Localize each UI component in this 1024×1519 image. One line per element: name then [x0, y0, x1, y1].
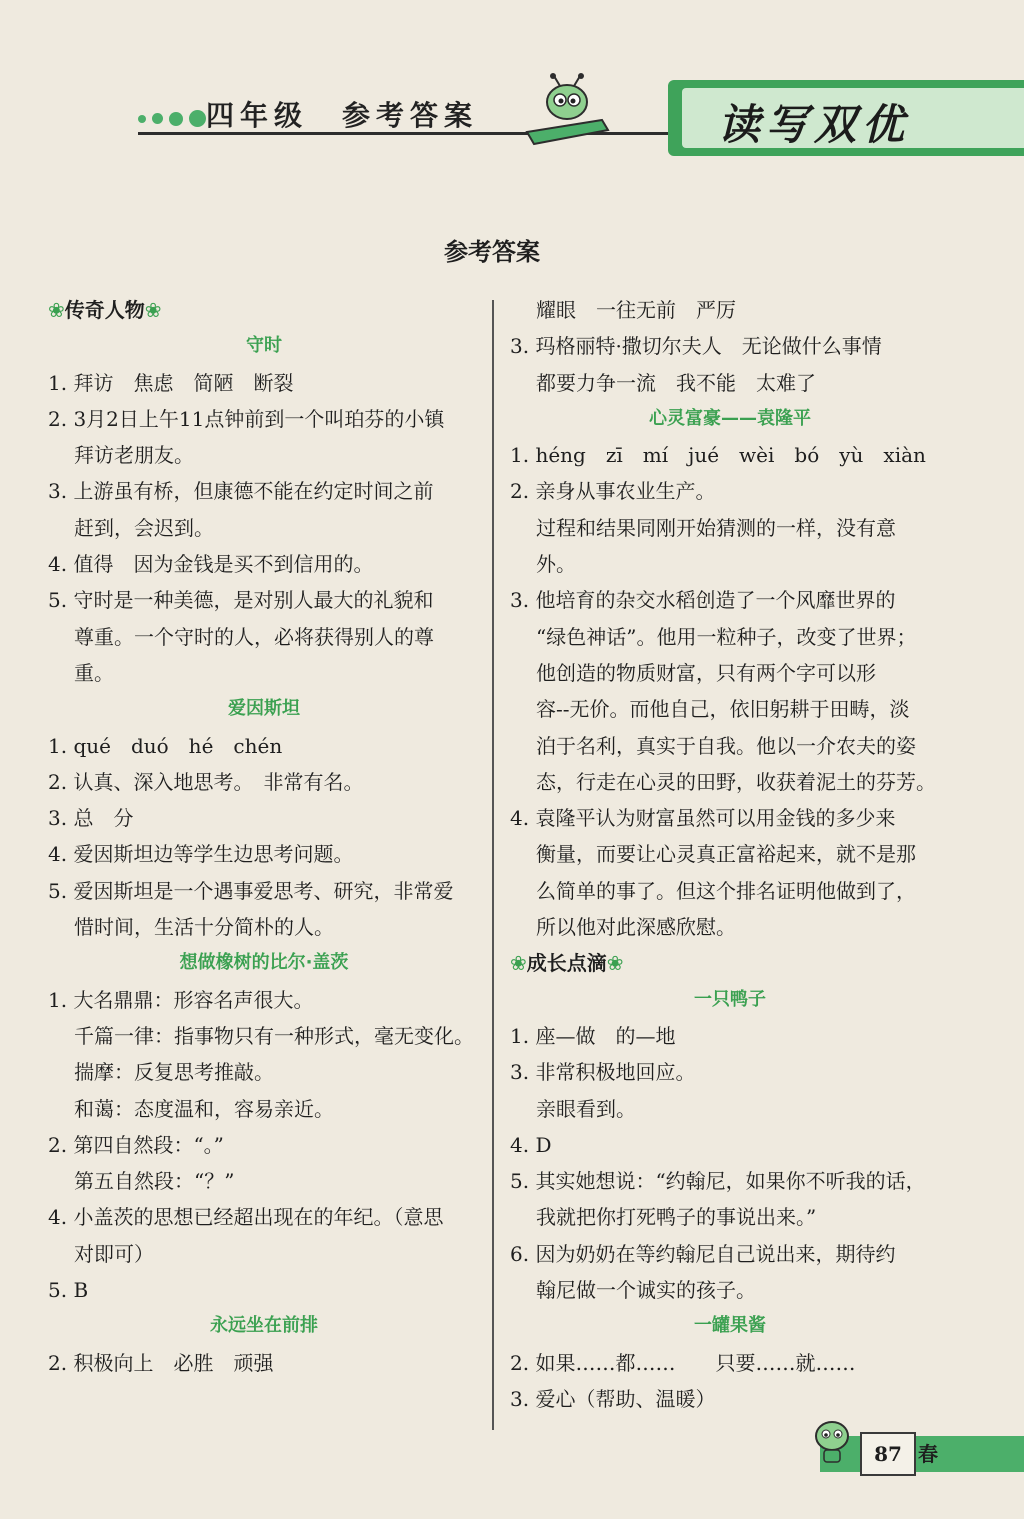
header-dots: [138, 108, 212, 128]
answer-line: 5. 其实她想说：“约翰尼，如果你不听我的话，: [510, 1169, 926, 1194]
section-heading: [48, 292, 480, 328]
answer-line: 赶到，会迟到。: [74, 515, 214, 540]
answer-line: “绿色神话”。他用一粒种子，改变了世界；: [536, 624, 917, 649]
answer-line: 泊于名利，真实于自我。他以一介农夫的姿: [536, 733, 916, 758]
answer-line: 所以他对此深感欣慰。: [536, 915, 736, 940]
answer-line: 3. 他培育的杂交水稻创造了一个风靡世界的: [510, 588, 896, 613]
answer-line: 1. qué duó hé chén: [48, 733, 283, 758]
answer-line: 么简单的事了。但这个排名证明他做到了，: [536, 878, 916, 903]
answer-line: 1. 座—做 的—地: [510, 1023, 676, 1048]
mascot-icon: [522, 72, 612, 152]
answer-line: 6. 因为奶奶在等约翰尼自己说出来，期待约: [510, 1241, 896, 1266]
answer-line: 耀眼 一往无前 严厉: [536, 298, 736, 322]
article-title: 心灵富豪——袁隆平: [649, 407, 811, 429]
answer-line: 4. 值得 因为金钱是买不到信用的。: [48, 552, 374, 577]
flower-icon: ❀: [48, 298, 65, 322]
answer-line: 5. B: [48, 1278, 89, 1303]
answer-line: 3. 总 分: [48, 806, 134, 831]
answer-line: 亲眼看到。: [536, 1096, 636, 1121]
answer-line: 拜访老朋友。: [74, 443, 194, 468]
section-heading-text: 传奇人物: [64, 298, 145, 322]
page-title: 参考答案: [444, 238, 540, 266]
answer-line: 我就把你打死鸭子的事说出来。”: [536, 1205, 817, 1230]
answer-line: 1. héng zī mí jué wèi bó yù xiàn: [510, 443, 926, 468]
answer-line: 尊重。一个守时的人，必将获得别人的尊: [74, 624, 434, 649]
answer-line: 5. 守时是一种美德，是对别人最大的礼貌和: [48, 588, 434, 613]
brand-title: 读写双优: [718, 100, 911, 149]
answer-line: 翰尼做一个诚实的孩子。: [536, 1278, 756, 1303]
answer-line: 和蔼：态度温和，容易亲近。: [74, 1096, 334, 1121]
answer-line: 4. 袁隆平认为财富虽然可以用金钱的多少来: [510, 806, 896, 831]
article-title: 一只鸭子: [694, 988, 766, 1010]
answer-line: 千篇一律：指事物只有一种形式，毫无变化。: [74, 1023, 474, 1048]
flower-icon: ❀: [510, 951, 527, 976]
column-divider: [492, 300, 494, 1430]
answer-line: 4. 爱因斯坦边等学生边思考问题。: [48, 842, 354, 867]
answer-line: 第五自然段：“？”: [74, 1169, 235, 1194]
answer-line: 衡量，而要让心灵真正富裕起来，就不是那: [536, 842, 916, 867]
section-heading-text: 成长点滴: [526, 951, 607, 976]
page-number: 87: [860, 1432, 916, 1476]
answer-line: 2. 认真、深入地思考。 非常有名。: [48, 769, 364, 794]
answer-line: 1. 拜访 焦虑 简陋 断裂: [48, 370, 294, 395]
season-label: 春: [918, 1442, 938, 1466]
article-title: 一罐果酱: [694, 1315, 766, 1337]
answer-line: 4. 小盖茨的思想已经超出现在的年纪。（意思: [48, 1205, 444, 1230]
answer-line: 过程和结果同刚开始猜测的一样，没有意: [536, 515, 896, 540]
answer-line: 容--无价。而他自己，依旧躬耕于田畴，淡: [536, 697, 910, 722]
article-title: 永远坐在前排: [210, 1315, 318, 1337]
flower-icon: ❀: [144, 298, 162, 322]
footer-mascot-icon: [808, 1412, 856, 1468]
answer-line: 4. D: [510, 1132, 552, 1157]
answer-line: 3. 玛格丽特·撒切尔夫人 无论做什么事情: [510, 334, 882, 359]
article-title: 想做橡树的比尔·盖茨: [179, 952, 349, 974]
grade-label: 四年级: [206, 99, 309, 132]
right-column: [510, 292, 950, 1417]
answer-line: 重。: [74, 660, 114, 685]
article-title: 爱因斯坦: [228, 698, 300, 720]
left-column: [48, 292, 480, 1381]
answer-line: 他创造的物质财富，只有两个字可以形: [536, 660, 876, 685]
header-subtitle: 参考答案: [342, 99, 479, 132]
article-title: 守时: [246, 335, 282, 357]
answer-line: 外。: [536, 552, 576, 577]
flower-icon: ❀: [606, 951, 624, 976]
answer-line: 态，行走在心灵的田野，收获着泥土的芬芳。: [536, 769, 936, 794]
section-heading: [510, 945, 950, 981]
answer-line: 2. 亲身从事农业生产。: [510, 479, 716, 504]
answer-line: 3. 上游虽有桥，但康德不能在约定时间之前: [48, 479, 434, 504]
answer-line: 1. 大名鼎鼎：形容名声很大。: [48, 987, 314, 1012]
answer-line: 对即可）: [74, 1241, 154, 1266]
answer-line: 2. 3月2日上午11点钟前到一个叫珀芬的小镇: [48, 406, 445, 431]
answer-line: 5. 爱因斯坦是一个遇事爱思考、研究，非常爱: [48, 878, 454, 903]
header-grade: [206, 94, 478, 134]
answer-line: 惜时间，生活十分简朴的人。: [74, 915, 334, 940]
answer-line: 2. 如果……都…… 只要……就……: [510, 1350, 856, 1375]
answer-line: 都要力争一流 我不能 太难了: [536, 370, 816, 395]
answer-line: 2. 积极向上 必胜 顽强: [48, 1350, 274, 1375]
answer-line: 2. 第四自然段：“。”: [48, 1132, 224, 1157]
answer-line: 揣摩：反复思考推敲。: [74, 1060, 274, 1085]
answer-line: 3. 爱心（帮助、温暖）: [510, 1386, 716, 1411]
answer-line: 3. 非常积极地回应。: [510, 1060, 696, 1085]
